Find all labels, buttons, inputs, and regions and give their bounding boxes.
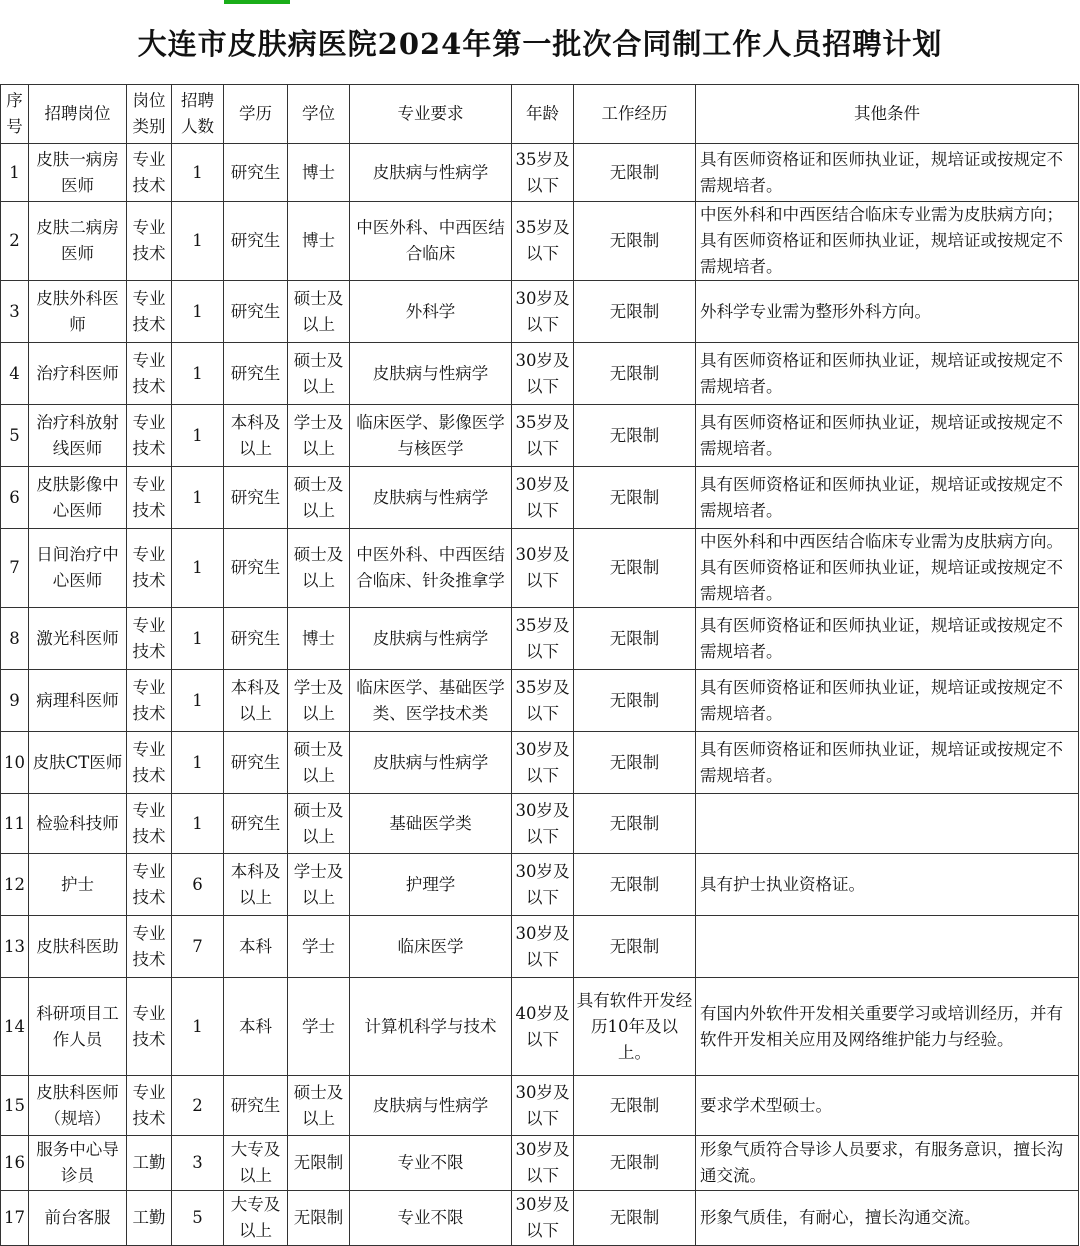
top-bar — [0, 0, 1080, 4]
cell-degree: 博士 — [288, 144, 350, 202]
cell-education: 研究生 — [224, 529, 288, 608]
cell-degree: 硕士及以上 — [288, 529, 350, 608]
cell-count: 1 — [172, 978, 224, 1076]
cell-no: 7 — [1, 529, 29, 608]
cell-other: 具有医师资格证和医师执业证，规培证或按规定不需规培者。 — [696, 732, 1079, 794]
cell-major: 护理学 — [350, 854, 512, 916]
cell-education: 研究生 — [224, 1076, 288, 1136]
table-row — [1, 144, 1079, 202]
cell-category: 专业技术 — [127, 281, 172, 343]
cell-experience: 具有软件开发经历10年及以上。 — [574, 978, 696, 1076]
table-header-row — [1, 85, 1079, 144]
cell-post: 皮肤外科医师 — [29, 281, 127, 343]
cell-other: 中医外科和中西医结合临床专业需为皮肤病方向；具有医师资格证和医师执业证，规培证或按规定不需规培者。 — [696, 202, 1079, 281]
cell-post: 皮肤二病房医师 — [29, 202, 127, 281]
cell-category: 专业技术 — [127, 794, 172, 854]
cell-post: 皮肤科医助 — [29, 916, 127, 978]
cell-education: 本科及以上 — [224, 854, 288, 916]
header-post: 招聘岗位 — [29, 85, 127, 144]
cell-no: 9 — [1, 670, 29, 732]
cell-experience: 无限制 — [574, 467, 696, 529]
cell-post: 皮肤CT医师 — [29, 732, 127, 794]
cell-count: 2 — [172, 1076, 224, 1136]
cell-education: 研究生 — [224, 281, 288, 343]
cell-education: 本科及以上 — [224, 405, 288, 467]
cell-no: 10 — [1, 732, 29, 794]
cell-category: 专业技术 — [127, 144, 172, 202]
cell-post: 治疗科医师 — [29, 343, 127, 405]
cell-age: 30岁及以下 — [512, 916, 574, 978]
header-count: 招聘人数 — [172, 85, 224, 144]
cell-category: 专业技术 — [127, 343, 172, 405]
cell-post: 检验科技师 — [29, 794, 127, 854]
table-row — [1, 467, 1079, 529]
cell-experience: 无限制 — [574, 916, 696, 978]
header-no: 序号 — [1, 85, 29, 144]
cell-degree: 硕士及以上 — [288, 467, 350, 529]
cell-major: 中医外科、中西医结合临床、针灸推拿学 — [350, 529, 512, 608]
cell-other — [696, 916, 1079, 978]
cell-education: 大专及以上 — [224, 1136, 288, 1191]
table-row — [1, 343, 1079, 405]
table-row — [1, 854, 1079, 916]
cell-degree: 硕士及以上 — [288, 281, 350, 343]
table-row — [1, 529, 1079, 608]
cell-experience: 无限制 — [574, 281, 696, 343]
cell-experience: 无限制 — [574, 202, 696, 281]
cell-other: 具有医师资格证和医师执业证，规培证或按规定不需规培者。 — [696, 144, 1079, 202]
cell-category: 工勤 — [127, 1136, 172, 1191]
cell-age: 30岁及以下 — [512, 1076, 574, 1136]
cell-education: 研究生 — [224, 144, 288, 202]
cell-education: 研究生 — [224, 608, 288, 670]
cell-degree: 硕士及以上 — [288, 1076, 350, 1136]
cell-post: 皮肤影像中心医师 — [29, 467, 127, 529]
cell-no: 13 — [1, 916, 29, 978]
cell-no: 5 — [1, 405, 29, 467]
cell-experience: 无限制 — [574, 343, 696, 405]
cell-education: 研究生 — [224, 202, 288, 281]
cell-category: 专业技术 — [127, 854, 172, 916]
table-row — [1, 1076, 1079, 1136]
cell-category: 专业技术 — [127, 405, 172, 467]
cell-degree: 无限制 — [288, 1136, 350, 1191]
cell-no: 3 — [1, 281, 29, 343]
cell-age: 30岁及以下 — [512, 467, 574, 529]
cell-age: 35岁及以下 — [512, 608, 574, 670]
cell-category: 专业技术 — [127, 529, 172, 608]
cell-no: 4 — [1, 343, 29, 405]
cell-major: 专业不限 — [350, 1191, 512, 1246]
cell-post: 激光科医师 — [29, 608, 127, 670]
cell-post: 前台客服 — [29, 1191, 127, 1246]
cell-major: 皮肤病与性病学 — [350, 144, 512, 202]
cell-count: 1 — [172, 529, 224, 608]
cell-post: 皮肤科医师（规培） — [29, 1076, 127, 1136]
cell-post: 服务中心导诊员 — [29, 1136, 127, 1191]
header-education: 学历 — [224, 85, 288, 144]
cell-count: 1 — [172, 144, 224, 202]
cell-no: 6 — [1, 467, 29, 529]
cell-education: 研究生 — [224, 343, 288, 405]
cell-major: 皮肤病与性病学 — [350, 343, 512, 405]
header-other: 其他条件 — [696, 85, 1079, 144]
cell-experience: 无限制 — [574, 732, 696, 794]
cell-major: 基础医学类 — [350, 794, 512, 854]
cell-count: 1 — [172, 670, 224, 732]
cell-post: 病理科医师 — [29, 670, 127, 732]
cell-category: 专业技术 — [127, 978, 172, 1076]
cell-age: 35岁及以下 — [512, 405, 574, 467]
cell-experience: 无限制 — [574, 144, 696, 202]
cell-other: 具有医师资格证和医师执业证，规培证或按规定不需规培者。 — [696, 670, 1079, 732]
cell-no: 8 — [1, 608, 29, 670]
cell-education: 本科 — [224, 978, 288, 1076]
cell-age: 30岁及以下 — [512, 794, 574, 854]
table-row — [1, 916, 1079, 978]
cell-education: 大专及以上 — [224, 1191, 288, 1246]
cell-category: 专业技术 — [127, 916, 172, 978]
cell-count: 1 — [172, 794, 224, 854]
cell-count: 1 — [172, 732, 224, 794]
cell-degree: 学士 — [288, 978, 350, 1076]
cell-post: 日间治疗中心医师 — [29, 529, 127, 608]
cell-degree: 硕士及以上 — [288, 732, 350, 794]
header-degree: 学位 — [288, 85, 350, 144]
cell-post: 皮肤一病房医师 — [29, 144, 127, 202]
cell-no: 14 — [1, 978, 29, 1076]
cell-age: 30岁及以下 — [512, 281, 574, 343]
cell-degree: 学士及以上 — [288, 670, 350, 732]
cell-category: 工勤 — [127, 1191, 172, 1246]
cell-other: 具有医师资格证和医师执业证，规培证或按规定不需规培者。 — [696, 467, 1079, 529]
cell-age: 30岁及以下 — [512, 1191, 574, 1246]
cell-experience: 无限制 — [574, 670, 696, 732]
header-experience: 工作经历 — [574, 85, 696, 144]
cell-no: 16 — [1, 1136, 29, 1191]
cell-no: 11 — [1, 794, 29, 854]
cell-experience: 无限制 — [574, 608, 696, 670]
cell-education: 研究生 — [224, 467, 288, 529]
cell-experience: 无限制 — [574, 1136, 696, 1191]
cell-other: 具有护士执业资格证。 — [696, 854, 1079, 916]
cell-other: 外科学专业需为整形外科方向。 — [696, 281, 1079, 343]
cell-other: 具有医师资格证和医师执业证，规培证或按规定不需规培者。 — [696, 608, 1079, 670]
cell-age: 30岁及以下 — [512, 343, 574, 405]
cell-no: 1 — [1, 144, 29, 202]
cell-category: 专业技术 — [127, 1076, 172, 1136]
cell-count: 1 — [172, 608, 224, 670]
cell-education: 本科 — [224, 916, 288, 978]
cell-other — [696, 794, 1079, 854]
cell-count: 1 — [172, 343, 224, 405]
cell-major: 临床医学、基础医学类、医学技术类 — [350, 670, 512, 732]
header-category: 岗位类别 — [127, 85, 172, 144]
table-body — [1, 144, 1079, 1246]
cell-major: 皮肤病与性病学 — [350, 732, 512, 794]
cell-experience: 无限制 — [574, 405, 696, 467]
cell-category: 专业技术 — [127, 467, 172, 529]
cell-age: 35岁及以下 — [512, 670, 574, 732]
cell-education: 研究生 — [224, 794, 288, 854]
table-row — [1, 405, 1079, 467]
cell-major: 中医外科、中西医结合临床 — [350, 202, 512, 281]
cell-major: 外科学 — [350, 281, 512, 343]
cell-category: 专业技术 — [127, 202, 172, 281]
cell-category: 专业技术 — [127, 608, 172, 670]
table-row — [1, 732, 1079, 794]
cell-count: 5 — [172, 1191, 224, 1246]
cell-other: 中医外科和中西医结合临床专业需为皮肤病方向。具有医师资格证和医师执业证，规培证或按规定不需规培者。 — [696, 529, 1079, 608]
cell-degree: 学士及以上 — [288, 854, 350, 916]
table-row — [1, 1136, 1079, 1191]
cell-no: 17 — [1, 1191, 29, 1246]
cell-degree: 博士 — [288, 202, 350, 281]
cell-major: 专业不限 — [350, 1136, 512, 1191]
cell-degree: 学士 — [288, 916, 350, 978]
cell-count: 1 — [172, 467, 224, 529]
cell-age: 35岁及以下 — [512, 144, 574, 202]
cell-degree: 学士及以上 — [288, 405, 350, 467]
cell-experience: 无限制 — [574, 1076, 696, 1136]
table-row — [1, 281, 1079, 343]
cell-no: 12 — [1, 854, 29, 916]
cell-category: 专业技术 — [127, 732, 172, 794]
cell-education: 本科及以上 — [224, 670, 288, 732]
table-row — [1, 794, 1079, 854]
cell-experience: 无限制 — [574, 529, 696, 608]
cell-count: 1 — [172, 405, 224, 467]
table-row — [1, 670, 1079, 732]
cell-age: 30岁及以下 — [512, 732, 574, 794]
cell-major: 临床医学、影像医学与核医学 — [350, 405, 512, 467]
cell-education: 研究生 — [224, 732, 288, 794]
cell-degree: 硕士及以上 — [288, 794, 350, 854]
recruitment-table — [0, 84, 1079, 1246]
cell-degree: 博士 — [288, 608, 350, 670]
cell-major: 皮肤病与性病学 — [350, 1076, 512, 1136]
cell-count: 6 — [172, 854, 224, 916]
cell-major: 临床医学 — [350, 916, 512, 978]
cell-other: 具有医师资格证和医师执业证，规培证或按规定不需规培者。 — [696, 343, 1079, 405]
cell-major: 皮肤病与性病学 — [350, 467, 512, 529]
cell-experience: 无限制 — [574, 1191, 696, 1246]
cell-category: 专业技术 — [127, 670, 172, 732]
cell-age: 30岁及以下 — [512, 529, 574, 608]
cell-no: 2 — [1, 202, 29, 281]
cell-experience: 无限制 — [574, 794, 696, 854]
cell-age: 35岁及以下 — [512, 202, 574, 281]
cell-age: 40岁及以下 — [512, 978, 574, 1076]
cell-degree: 硕士及以上 — [288, 343, 350, 405]
document-title: 大连市皮肤病医院2024年第一批次合同制工作人员招聘计划 — [137, 27, 943, 61]
cell-degree: 无限制 — [288, 1191, 350, 1246]
cell-other: 有国内外软件开发相关重要学习或培训经历，并有软件开发相关应用及网络维护能力与经验。 — [696, 978, 1079, 1076]
cell-other: 要求学术型硕士。 — [696, 1076, 1079, 1136]
cell-post: 护士 — [29, 854, 127, 916]
table-row — [1, 202, 1079, 281]
cell-other: 形象气质佳，有耐心，擅长沟通交流。 — [696, 1191, 1079, 1246]
cell-post: 科研项目工作人员 — [29, 978, 127, 1076]
table-row — [1, 608, 1079, 670]
header-major: 专业要求 — [350, 85, 512, 144]
top-accent-strip — [224, 0, 290, 4]
cell-major: 计算机科学与技术 — [350, 978, 512, 1076]
cell-count: 7 — [172, 916, 224, 978]
cell-count: 3 — [172, 1136, 224, 1191]
cell-experience: 无限制 — [574, 854, 696, 916]
cell-count: 1 — [172, 202, 224, 281]
cell-no: 15 — [1, 1076, 29, 1136]
cell-age: 30岁及以下 — [512, 1136, 574, 1191]
table-row — [1, 978, 1079, 1076]
cell-other: 形象气质符合导诊人员要求，有服务意识，擅长沟通交流。 — [696, 1136, 1079, 1191]
cell-major: 皮肤病与性病学 — [350, 608, 512, 670]
table-row — [1, 1191, 1079, 1246]
cell-count: 1 — [172, 281, 224, 343]
cell-post: 治疗科放射线医师 — [29, 405, 127, 467]
cell-other: 具有医师资格证和医师执业证，规培证或按规定不需规培者。 — [696, 405, 1079, 467]
cell-age: 30岁及以下 — [512, 854, 574, 916]
header-age: 年龄 — [512, 85, 574, 144]
